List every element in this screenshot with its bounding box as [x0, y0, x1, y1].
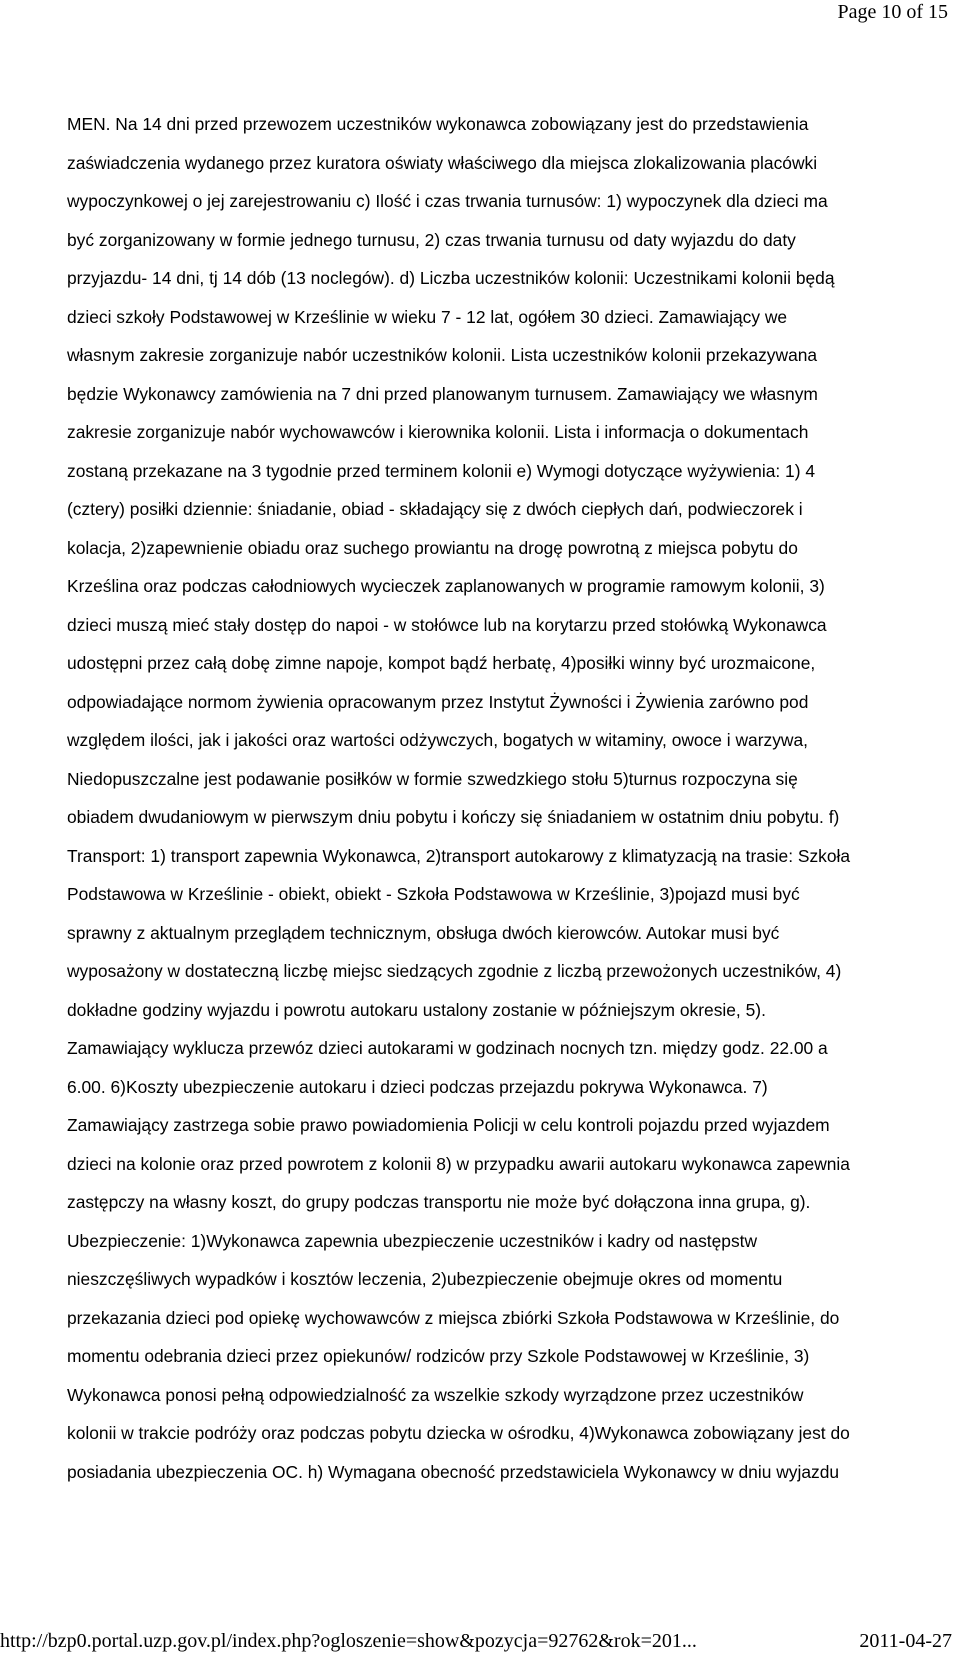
text-line: Niedopuszczalne jest podawanie posiłków w formie szwedzkiego stołu 5)turnus rozpoczyna się: [67, 768, 798, 789]
text-line: kolonii w trakcie podróży oraz podczas pobytu dziecka w ośrodku, 4)Wykonawca zobowiązany jest do: [67, 1423, 850, 1443]
text-line: Krześlina oraz podczas całodniowych wycieczek zaplanowanych w programie ramowym kolonii, 3): [67, 576, 825, 596]
text-line: Podstawowa w Krześlinie - obiekt, obiekt - Szkoła Podstawowa w Krześlinie, 3)pojazd musi być: [67, 884, 800, 904]
text-line: dokładne godziny wyjazdu i powrotu autokaru ustalony zostanie w późniejszym okresie, 5).: [67, 999, 766, 1020]
text-line: dzieci muszą mieć stały dostęp do napoi - w stołówce lub na korytarzu przed stołówką Wykonawca: [67, 614, 827, 635]
text-line: posiadania ubezpieczenia OC. h) Wymagana obecność przedstawiciela Wykonawcy w dniu wyjazdu: [67, 1461, 840, 1482]
text-line: nieszczęśliwych wypadków i kosztów leczenia, 2)ubezpieczenie obejmuje okres od momentu: [67, 1269, 783, 1289]
text-line: własnym zakresie zorganizuje nabór uczestników kolonii. Lista uczestników kolonii przekazywana: [67, 345, 818, 365]
text-line: Transport: 1) transport zapewnia Wykonawca, 2)transport autokarowy z klimatyzacją na trasie: Szkoła: [67, 845, 851, 866]
text-line: będzie Wykonawcy zamówienia na 7 dni przed planowanym turnusem. Zamawiający we własnym: [67, 383, 818, 404]
footer-url: http://bzp0.portal.uzp.gov.pl/index.php?ogloszenie=show&pozycja=92762&rok=201...: [0, 1630, 697, 1652]
text-line: przyjazdu- 14 dni, tj 14 dób (13 noclegów). d) Liczba uczestników kolonii: Uczestnikami kolonii będą: [67, 268, 835, 288]
text-line: 6.00. 6)Koszty ubezpieczenie autokaru i dzieci podczas przejazdu pokrywa Wykonawca. 7): [67, 1076, 768, 1097]
text-line: odpowiadające normom żywienia opracowanym przez Instytut Żywności i Żywienia zarówno pod: [67, 691, 809, 712]
text-line: być zorganizowany w formie jednego turnusu, 2) czas trwania turnusu od daty wyjazdu do daty: [67, 229, 796, 250]
text-line: dzieci szkoły Podstawowej w Krześlinie w wieku 7 - 12 lat, ogółem 30 dzieci. Zamawiający we: [67, 306, 788, 327]
text-line: obiadem dwudaniowym w pierwszym dniu pobytu i kończy się śniadaniem w ostatnim dniu pobytu. f): [67, 807, 840, 827]
text-line: udostępni przez całą dobę zimne napoje, kompot bądź herbatę, 4)posiłki winny być urozmaicone,: [67, 653, 816, 673]
page-footer: [0, 1628, 952, 1654]
text-line: wyposażony w dostateczną liczbę miejsc siedzących zgodnie z liczbą przewożonych uczestników, 4): [67, 961, 842, 981]
text-line: zaświadczenia wydanego przez kuratora oświaty właściwego dla miejsca zlokalizowania placówki: [67, 152, 818, 173]
text-line: zostaną przekazane na 3 tygodnie przed terminem kolonii e) Wymogi dotyczące wyżywienia: 1) 4: [67, 460, 816, 481]
text-line: MEN. Na 14 dni przed przewozem uczestników wykonawca zobowiązany jest do przedstawienia: [67, 114, 809, 134]
text-line: dzieci na kolonie oraz przed powrotem z kolonii 8) w przypadku awarii autokaru wykonawca zapewnia: [67, 1153, 850, 1174]
text-line: Zamawiający zastrzega sobie prawo powiadomienia Policji w celu kontroli pojazdu przed wyjazdem: [67, 1115, 830, 1135]
text-line: Zamawiający wyklucza przewóz dzieci autokarami w godzinach nocnych tzn. między godz. 22.00 a: [67, 1038, 828, 1058]
text-line: przekazania dzieci pod opiekę wychowawców z miejsca zbiórki Szkoła Podstawowa w Krześlinie, do: [67, 1307, 840, 1328]
text-line: wypoczynkowej o jej zarejestrowaniu c) Ilość i czas trwania turnusów: 1) wypoczynek dla dzieci ma: [67, 191, 828, 211]
text-line: (cztery) posiłki dziennie: śniadanie, obiad - składający się z dwóch ciepłych dań, podwieczorek i: [67, 499, 803, 519]
text-line: momentu odebrania dzieci przez opiekunów/ rodziców przy Szkole Podstawowej w Krześlinie, 3): [67, 1346, 810, 1366]
text-line: Ubezpieczenie: 1)Wykonawca zapewnia ubezpieczenie uczestników i kadry od następstw: [67, 1230, 758, 1251]
text-line: zastępczy na własny koszt, do grupy podczas transportu nie może być dołączona inna grupa, g).: [67, 1192, 811, 1212]
text-line: zakresie zorganizuje nabór wychowawców i kierownika kolonii. Lista i informacja o dokumentach: [67, 422, 809, 442]
page-number: Page 10 of 15: [837, 1, 948, 23]
text-line: sprawny z aktualnym przeglądem technicznym, obsługa dwóch kierowców. Autokar musi być: [67, 922, 780, 943]
text-line: kolacja, 2)zapewnienie obiadu oraz suchego prowiantu na drogę powrotną z miejsca pobytu do: [67, 537, 798, 558]
footer-date: 2011-04-27: [859, 1630, 952, 1652]
text-line: względem ilości, jak i jakości oraz wartości odżywczych, bogatych w witaminy, owoce i warzywa,: [67, 730, 808, 750]
document-body: [67, 105, 957, 1491]
text-line: Wykonawca ponosi pełną odpowiedzialność za wszelkie szkody wyrządzone przez uczestników: [67, 1384, 804, 1405]
